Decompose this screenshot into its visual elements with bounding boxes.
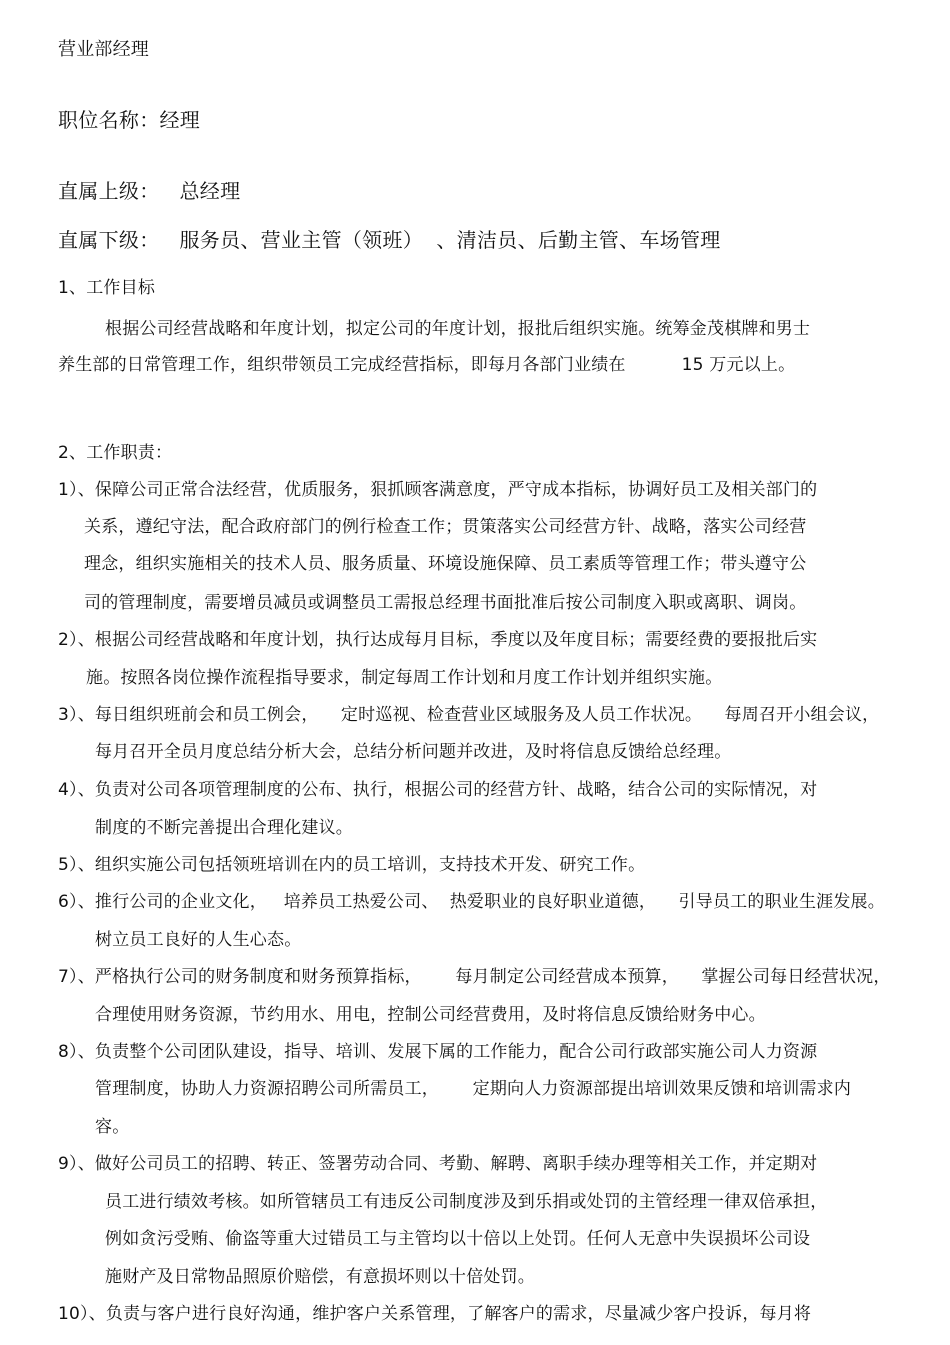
duty-line: 理念，组织实施相关的技术人员、服务质量、环境设施保障、员工素质等管理工作；带头遵守公: [84, 554, 807, 574]
duty-line: 8）、负责整个公司团队建设，指导、培训、发展下属的工作能力，配合公司行政部实施公司人力资源: [58, 1042, 818, 1062]
position-name: 职位名称：经理: [58, 108, 201, 132]
duty-line: 施。按照各岗位操作流程指导要求，制定每周工作计划和月度工作计划并组织实施。: [86, 668, 723, 688]
duty-line: 3）、每日组织班前会和员工例会， 定时巡视、检查营业区域服务及人员工作状况。 每周召开小组会议，: [58, 705, 880, 725]
goal-line: 根据公司经营战略和年度计划，拟定公司的年度计划，报批后组织实施。统筹金茂棋牌和男士: [105, 319, 811, 339]
department-title: 营业部经理: [58, 39, 149, 60]
duty-line: 例如贪污受贿、偷盗等重大过错员工与主管均以十倍以上处罚。任何人无意中失误损坏公司设: [105, 1229, 811, 1249]
duty-line: 4）、负责对公司各项管理制度的公布、执行，根据公司的经营方针、战略，结合公司的实际情况，对: [58, 780, 818, 800]
duty-line: 司的管理制度，需要增员减员或调整员工需报总经理书面批准后按公司制度入职或离职、调岗。: [84, 593, 807, 613]
duty-line: 9）、做好公司员工的招聘、转正、签署劳动合同、考勤、解聘、离职手续办理等相关工作，并定期对: [58, 1154, 818, 1174]
direct-superior: 直属上级： 总经理: [58, 179, 241, 203]
duty-line: 合理使用财务资源，节约用水、用电，控制公司经营费用，及时将信息反馈给财务中心。: [95, 1005, 766, 1025]
duties-heading: 2、工作职责：: [58, 443, 173, 463]
duty-line: 容。: [95, 1117, 130, 1137]
duty-line: 关系，遵纪守法，配合政府部门的例行检查工作；贯策落实公司经营方针、战略，落实公司经营: [84, 517, 807, 537]
duty-line: 1）、保障公司正常合法经营，优质服务，狠抓顾客满意度，严守成本指标，协调好员工及相关部门的: [58, 480, 818, 500]
goal-line: 养生部的日常管理工作，组织带领员工完成经营指标，即每月各部门业绩在 15 万元以上。: [58, 355, 796, 375]
direct-subordinates: 直属下级： 服务员、营业主管（领班） 、清洁员、后勤主管、车场管理: [58, 228, 721, 252]
duty-line: 员工进行绩效考核。如所管辖员工有违反公司制度涉及到乐捐或处罚的主管经理一律双倍承担，: [105, 1192, 828, 1212]
duty-line: 管理制度，协助人力资源招聘公司所需员工， 定期向人力资源部提出培训效果反馈和培训需求内: [95, 1079, 852, 1099]
goal-heading: 1、工作目标: [58, 278, 156, 298]
duty-line: 每月召开全员月度总结分析大会，总结分析问题并改进，及时将信息反馈给总经理。: [95, 742, 732, 762]
duty-line: 2）、根据公司经营战略和年度计划，执行达成每月目标，季度以及年度目标；需要经费的要报批后实: [58, 630, 818, 650]
duty-line: 施财产及日常物品照原价赔偿，有意损坏则以十倍处罚。: [105, 1267, 535, 1287]
duty-line: 6）、推行公司的企业文化， 培养员工热爱公司、 热爱职业的良好职业道德， 引导员工的职业生涯发展。: [58, 892, 885, 912]
duty-line: 7）、严格执行公司的财务制度和财务预算指标， 每月制定公司经营成本预算， 掌握公司每日经营状况，: [58, 967, 891, 987]
duty-line: 5）、组织实施公司包括领班培训在内的员工培训，支持技术开发、研究工作。: [58, 855, 646, 875]
duty-line: 10）、负责与客户进行良好沟通，维护客户关系管理，了解客户的需求，尽量减少客户投诉，每月将: [58, 1304, 812, 1324]
duty-line: 制度的不断完善提出合理化建议。: [95, 818, 353, 838]
duty-line: 树立员工良好的人生心态。: [95, 930, 302, 950]
